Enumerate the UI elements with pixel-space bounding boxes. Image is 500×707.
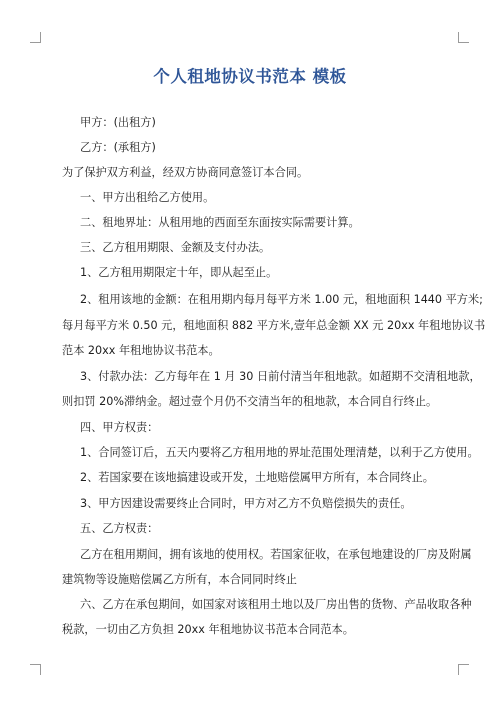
clause-4-item-2: 2、若国家要在该地搞建设或开发，土地赔偿属甲方所有，本合同终止。 <box>80 471 434 484</box>
clause-4-item-3: 3、甲方因建设需要终止合同时，甲方对乙方不负赔偿损失的责任。 <box>80 497 412 510</box>
clause-3-item-1: 1、乙方租用期限定十年，即从起至止。 <box>80 266 278 279</box>
crop-mark-bottom-right <box>458 664 469 675</box>
clause-3-item-3: 3、付款办法：乙方每年在 1 月 30 日前付清当年租地款。如超期不交清租地款， <box>80 370 481 383</box>
clause-3-item-3-cont: 则扣罚 20%滞纳金。超过壹个月仍不交清当年的租地款，本合同自行终止。 <box>62 395 438 408</box>
clause-5-body-cont: 建筑物等设施赔偿属乙方所有，本合同同时终止 <box>62 573 297 586</box>
party-a-line: 甲方：(出租方) <box>80 116 156 129</box>
clause-6-body-cont: 税款，一切由乙方负担 20xx 年租地协议书范本合同范本。 <box>62 623 354 636</box>
crop-mark-top-left <box>30 32 41 43</box>
clause-2-line: 二、租地界址：从租用地的西面至东面按实际需要计算。 <box>80 216 360 229</box>
preamble-line: 为了保护双方利益，经双方协商同意签订本合同。 <box>62 166 309 179</box>
party-b-line: 乙方：(承租方) <box>80 141 156 154</box>
crop-mark-top-right <box>458 32 469 43</box>
clause-1-line: 一、甲方出租给乙方使用。 <box>80 191 215 204</box>
clause-3-item-2-cont-2: 范本 20xx 年租地协议书范本。 <box>62 344 220 357</box>
clause-3-item-2-cont-1: 每月每平方米 0.50 元，租地面积 882 平方米,壹年总金额 XX 元 20xx 年租地协议书 <box>62 319 486 332</box>
clause-3-heading: 三、乙方租用期限、金额及支付办法。 <box>80 241 271 254</box>
clause-4-heading: 四、甲方权责： <box>80 421 159 434</box>
clause-5-heading: 五、乙方权责： <box>80 522 159 535</box>
clause-4-item-1: 1、合同签订后，五天内要将乙方租用地的界址范围处理清楚，以利于乙方使用。 <box>80 446 479 459</box>
clause-3-item-2: 2、租用该地的金额：在租用期内每月每平方米 1.00 元，租地面积 1440 平方米; <box>80 293 483 306</box>
clause-6-body: 六、乙方在承包期间，如国家对该租用土地以及厂房出售的货物、产品收取各种 <box>80 598 472 611</box>
crop-mark-bottom-left <box>30 664 41 675</box>
document-title: 个人租地协议书范本 模板 <box>153 67 347 86</box>
clause-5-body: 乙方在租用期间，拥有该地的使用权。若国家征收，在承包地建设的厂房及附属 <box>80 548 472 561</box>
